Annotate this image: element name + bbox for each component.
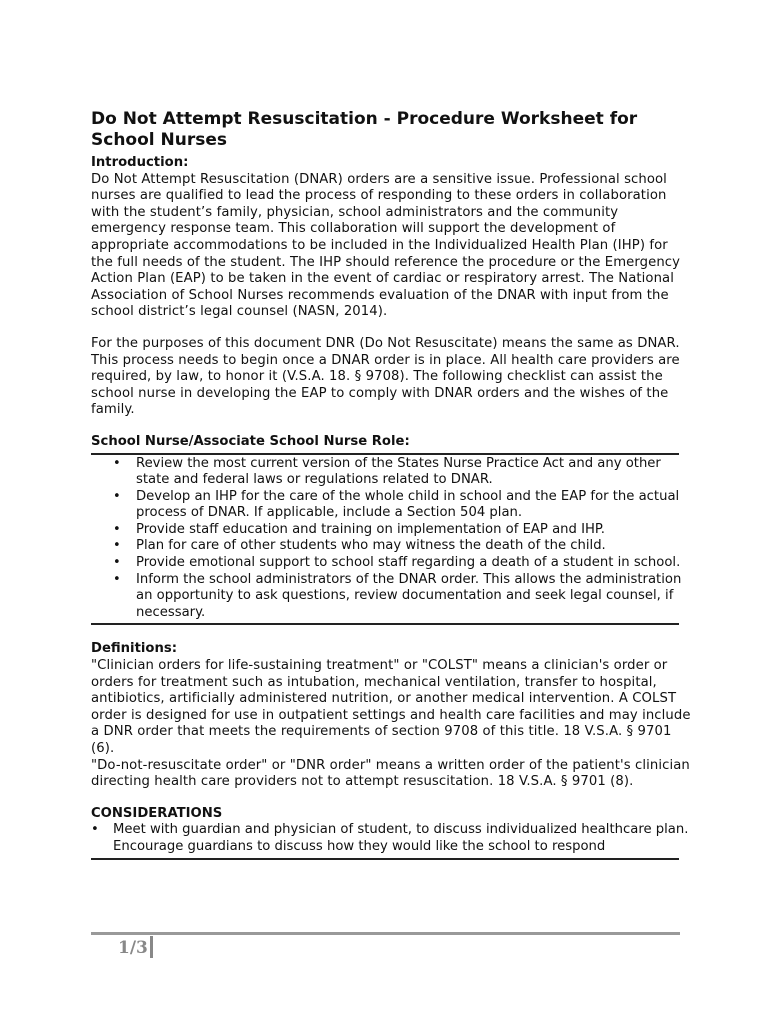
list-item: • Develop an IHP for the care of the whole child in school and the EAP for the actual process of DNAR. If applicable, include a Section 504 plan.: [113, 488, 680, 521]
role-list: [91, 456, 691, 622]
considerations-heading: CONSIDERATIONS: [91, 805, 223, 821]
footer-rule: [91, 932, 680, 935]
definitions-heading: Definitions:: [91, 641, 177, 657]
definition-colst: "Clinician orders for life-sustaining treatment" or "COLST" means a clinician's order or orders for treatment such as intubation, mechanical ventilation, transfer to hospital, antibiotics, artificially administered nutrition, or another medical intervention. A COLST order is designed for use in outpatient settings and health care facilities and may include a DNR order that meets the requirements of section 9708 of this title. 18 V.S.A. § 9701 (6).: [91, 658, 691, 756]
role-bottom-rule: [91, 623, 679, 625]
document-title: Do Not Attempt Resuscitation - Procedure Worksheet for School Nurses: [91, 109, 638, 150]
list-item: • Review the most current version of the States Nurse Practice Act and any other state and federal laws or regulations related to DNAR.: [113, 455, 661, 488]
bullet-icon: •: [113, 555, 121, 571]
introduction-paragraph-1: Do Not Attempt Resuscitation (DNAR) orders are a sensitive issue. Professional school nurses are qualified to lead the process of responding to these orders in collaboration with the student’s family, physician, school administrators and the community emergency response team. This collaboration will support the development of appropriate accommodations to be included in the Individualized Health Plan (IHP) for the full needs of the student. The IHP should reference the procedure or the Emergency Action Plan (EAP) to be taken in the event of cardiac or respiratory arrest. The National Association of School Nurses recommends evaluation of the DNAR with input from the school district’s legal counsel (NASN, 2014).: [91, 171, 681, 320]
definition-dnr: "Do-not-resuscitate order" or "DNR order" means a written order of the patient's clinician directing health care providers not to attempt resuscitation. 18 V.S.A. § 9701 (8).: [91, 757, 690, 790]
role-heading: School Nurse/Associate School Nurse Role:: [91, 433, 410, 449]
bullet-icon: •: [91, 822, 99, 838]
definitions-section: [91, 641, 691, 790]
page-number: 1/3: [118, 938, 148, 958]
introduction-section: [91, 155, 691, 419]
considerations-section: [91, 806, 691, 860]
introduction-heading: Introduction:: [91, 155, 189, 170]
list-item: • Inform the school administrators of the DNAR order. This allows the administration an opportunity to ask questions, review documentation and seek legal counsel, if necessary.: [113, 571, 682, 620]
considerations-list: [91, 822, 691, 855]
list-item: • Provide staff education and training on implementation of EAP and IHP.: [113, 521, 605, 537]
bullet-icon: •: [113, 571, 121, 587]
considerations-bottom-rule: [91, 858, 679, 860]
document-body: [91, 109, 691, 861]
bullet-icon: •: [113, 455, 121, 471]
role-section: [91, 434, 691, 626]
list-item: • Provide emotional support to school staff regarding a death of a student in school.: [113, 555, 681, 571]
list-item: • Meet with guardian and physician of student, to discuss individualized healthcare plan. Encourage guardians to discuss how they would like the school to respond: [91, 822, 689, 854]
page-number-bar: [150, 936, 153, 958]
introduction-paragraph-2: For the purposes of this document DNR (Do Not Resuscitate) means the same as DNAR. This process needs to begin once a DNAR order is in place. All health care providers are required, by law, to honor it (V.S.A. 18. § 9708). The following checklist can assist the school nurse in developing the EAP to comply with DNAR orders and the wishes of the family.: [91, 335, 680, 418]
bullet-icon: •: [113, 538, 121, 554]
role-top-rule: [91, 453, 679, 455]
list-item: • Plan for care of other students who may witness the death of the child.: [113, 538, 606, 554]
bullet-icon: •: [113, 488, 121, 504]
bullet-icon: •: [113, 521, 121, 537]
